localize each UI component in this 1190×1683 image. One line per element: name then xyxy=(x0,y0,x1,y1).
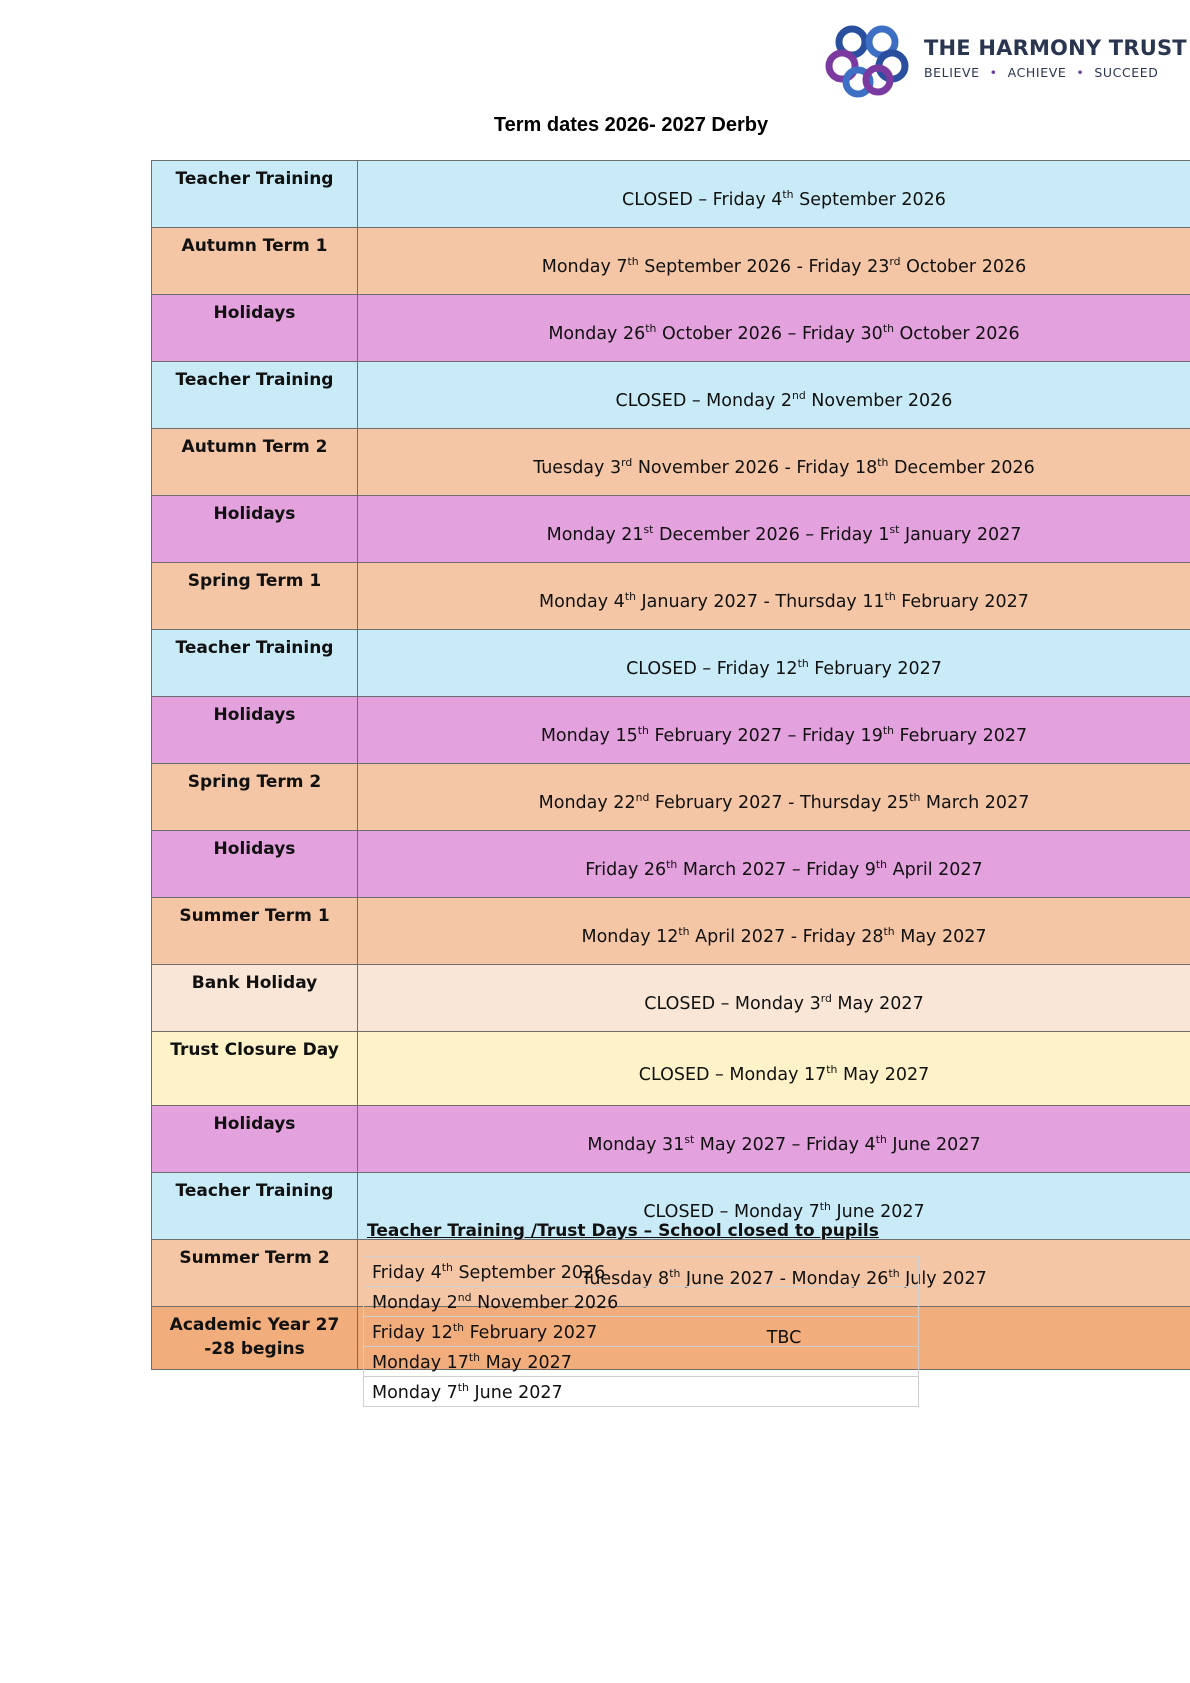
closure-date: Friday 12th February 2027 xyxy=(364,1317,919,1347)
term-label: Bank Holiday xyxy=(152,965,358,1032)
term-label: Autumn Term 1 xyxy=(152,228,358,295)
table-row xyxy=(152,831,1190,898)
table-row xyxy=(152,1106,1190,1173)
term-label: Academic Year 27 -28 begins xyxy=(152,1307,358,1370)
term-label: Spring Term 2 xyxy=(152,764,358,831)
term-dates: Tuesday 8th June 2027 - Monday 26th July 2027 xyxy=(358,1240,1190,1307)
closure-date: Friday 4th September 2026 xyxy=(364,1257,919,1287)
page-title: Term dates 2026- 2027 Derby xyxy=(493,114,769,136)
term-label: Autumn Term 2 xyxy=(152,429,358,496)
term-dates: CLOSED – Monday 7th June 2027 xyxy=(358,1173,1190,1240)
table-row xyxy=(364,1257,919,1287)
term-dates: Monday 26th October 2026 – Friday 30th October 2026 xyxy=(358,295,1190,362)
term-dates: Tuesday 3rd November 2026 - Friday 18th December 2026 xyxy=(358,429,1190,496)
term-label: Holidays xyxy=(152,697,358,764)
table-row xyxy=(364,1317,919,1347)
table-row xyxy=(152,496,1190,563)
term-dates: Monday 22nd February 2027 - Thursday 25th March 2027 xyxy=(358,764,1190,831)
harmony-trust-logo xyxy=(822,22,1187,98)
term-label: Summer Term 2 xyxy=(152,1240,358,1307)
closures-table xyxy=(363,1256,919,1407)
table-row xyxy=(152,161,1190,228)
term-label: Summer Term 1 xyxy=(152,898,358,965)
term-dates: CLOSED – Monday 2nd November 2026 xyxy=(358,362,1190,429)
term-dates: CLOSED – Monday 3rd May 2027 xyxy=(358,965,1190,1032)
bullet-icon: • xyxy=(1076,65,1085,80)
term-label: Holidays xyxy=(152,831,358,898)
table-row xyxy=(152,898,1190,965)
closure-date: Monday 2nd November 2026 xyxy=(364,1287,919,1317)
term-dates: Monday 12th April 2027 - Friday 28th May 2027 xyxy=(358,898,1190,965)
table-row xyxy=(152,630,1190,697)
term-dates: CLOSED – Friday 4th September 2026 xyxy=(358,161,1190,228)
table-row xyxy=(152,764,1190,831)
table-row xyxy=(364,1287,919,1317)
closures-title: Teacher Training /Trust Days – School closed to pupils xyxy=(367,1221,879,1241)
term-label: Holidays xyxy=(152,496,358,563)
term-dates: Monday 7th September 2026 - Friday 23rd October 2026 xyxy=(358,228,1190,295)
table-row xyxy=(364,1377,919,1407)
term-dates: CLOSED – Friday 12th February 2027 xyxy=(358,630,1190,697)
table-row xyxy=(364,1347,919,1377)
tagline-succeed: SUCCEED xyxy=(1094,65,1159,80)
term-label: Teacher Training xyxy=(152,630,358,697)
bullet-icon: • xyxy=(989,65,998,80)
term-label: Holidays xyxy=(152,1106,358,1173)
harmony-knot-icon xyxy=(822,22,912,98)
table-row xyxy=(152,563,1190,630)
term-dates: TBC xyxy=(358,1307,1190,1370)
term-label: Teacher Training xyxy=(152,362,358,429)
term-label: Teacher Training xyxy=(152,1173,358,1240)
term-label: Teacher Training xyxy=(152,161,358,228)
term-dates: Monday 31st May 2027 – Friday 4th June 2027 xyxy=(358,1106,1190,1173)
term-dates: Monday 15th February 2027 – Friday 19th February 2027 xyxy=(358,697,1190,764)
table-row xyxy=(152,429,1190,496)
brand-tagline xyxy=(924,65,1159,80)
term-label: Trust Closure Day xyxy=(152,1032,358,1106)
closure-date: Monday 7th June 2027 xyxy=(364,1377,919,1407)
term-dates: Friday 26th March 2027 – Friday 9th April 2027 xyxy=(358,831,1190,898)
term-dates-table xyxy=(151,160,1190,1370)
brand-name: THE HARMONY TRUST xyxy=(924,36,1187,60)
table-row xyxy=(152,362,1190,429)
tagline-believe: BELIEVE xyxy=(924,65,980,80)
table-row xyxy=(152,228,1190,295)
table-row xyxy=(152,295,1190,362)
term-dates: Monday 21st December 2026 – Friday 1st January 2027 xyxy=(358,496,1190,563)
tagline-achieve: ACHIEVE xyxy=(1007,65,1067,80)
term-label: Holidays xyxy=(152,295,358,362)
table-row xyxy=(152,965,1190,1032)
closure-date: Monday 17th May 2027 xyxy=(364,1347,919,1377)
term-dates: Monday 4th January 2027 - Thursday 11th February 2027 xyxy=(358,563,1190,630)
table-row xyxy=(152,1032,1190,1106)
table-row xyxy=(152,697,1190,764)
term-label: Spring Term 1 xyxy=(152,563,358,630)
term-dates: CLOSED – Monday 17th May 2027 xyxy=(358,1032,1190,1106)
